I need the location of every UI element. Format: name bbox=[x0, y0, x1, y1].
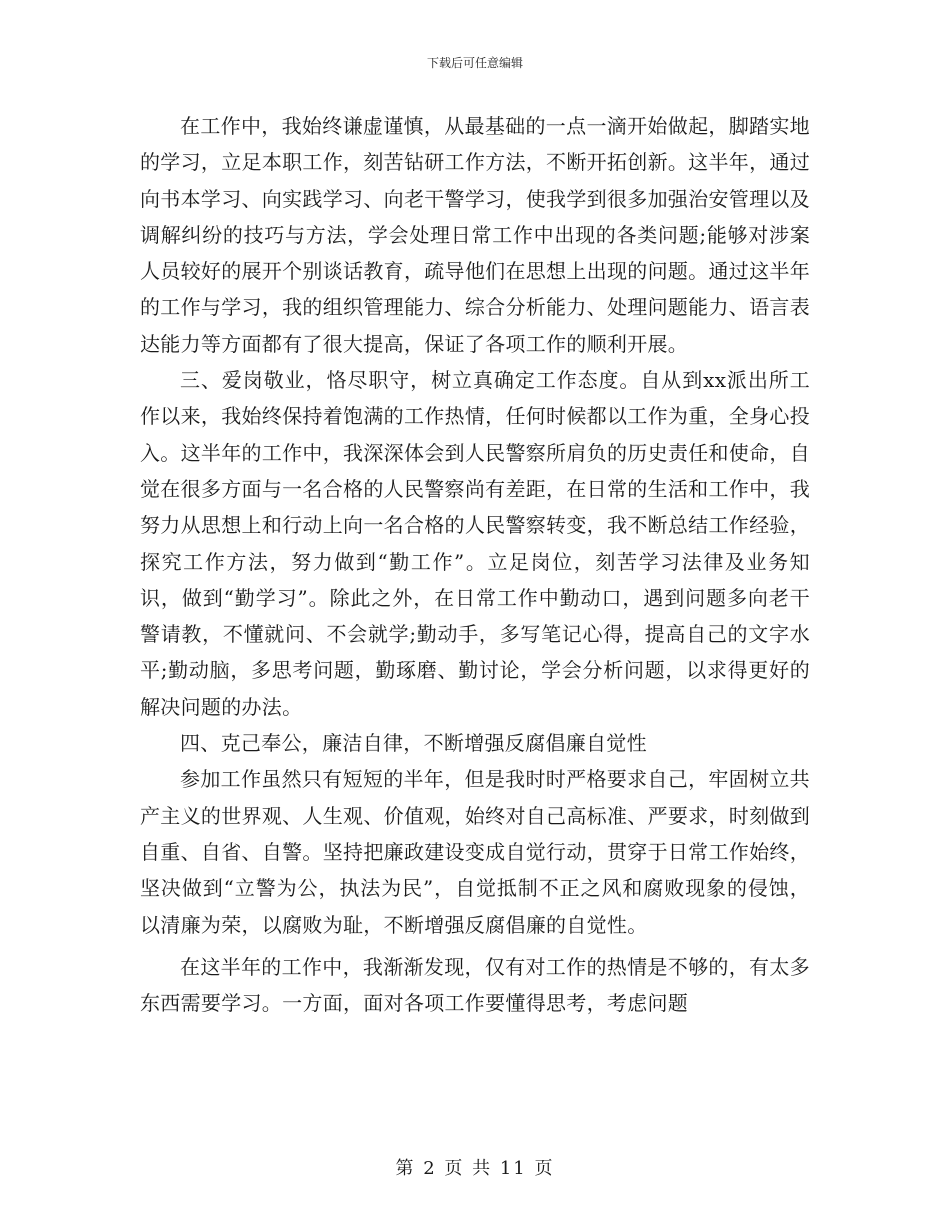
paragraph-section-three: 三、爱岗敬业，恪尽职守，树立真确定工作态度。自从到xx派出所工作以来，我始终保持着饱满的工作热情，任何时候都以工作为重，全身心投入。这半年的工作中，我深深体会到人民警察所肩负的历史责任和使命，自觉在很多方面与一名合格的人民警察尚有差距，在日常的生活和工作中，我努力从思想上和行动上向一名合格的人民警察转变，我不断总结工作经验，探究工作方法，努力做到“勤工作”。立足岗位，刻苦学习法律及业务知识，做到“勤学习”。除此之外，在日常工作中勤动口，遇到问题多向老干警请教，不懂就问、不会就学;勤动手，多写笔记心得，提高自己的文字水平;勤动脑，多思考问题，勤琢磨、勤讨论，学会分析问题，以求得更好的解决问题的办法。 bbox=[140, 368, 810, 719]
paragraph-integrity: 参加工作虽然只有短短的半年，但是我时时严格要求自己，牢固树立共产主义的世界观、人生观、价值观，始终对自己高标准、严要求，时刻做到自重、自省、自警。坚持把廉政建设变成自觉行动，贯穿于日常工作始终，坚决做到“立警为公，执法为民”，自觉抵制不正之风和腐败现象的侵蚀，以清廉为荣，以腐败为耻，不断增强反腐倡廉的自觉性。 bbox=[140, 767, 810, 937]
section-four-heading: 四、克己奉公，廉洁自律，不断增强反腐倡廉自觉性 bbox=[180, 731, 647, 756]
document-body bbox=[140, 108, 810, 1021]
paragraph-work-attitude: 在工作中，我始终谦虚谨慎，从最基础的一点一滴开始做起，脚踏实地的学习，立足本职工作，刻苦钻研工作方法，不断开拓创新。这半年，通过向书本学习、向实践学习、向老干警学习，使我学到很多加强治安管理以及调解纠纷的技巧与方法，学会处理日常工作中出现的各类问题;能够对涉案人员较好的展开个别谈话教育，疏导他们在思想上出现的问题。通过这半年的工作与学习，我的组织管理能力、综合分析能力、处理问题能力、语言表达能力等方面都有了很大提高，保证了各项工作的顺利开展。 bbox=[140, 114, 810, 356]
paragraph-reflection: 在这半年的工作中，我渐渐发现，仅有对工作的热情是不够的，有太多东西需要学习。一方面，面对各项工作要懂得思考，考虑问题 bbox=[140, 954, 810, 1016]
page-header-note: 下载后可任意编辑 bbox=[426, 56, 523, 70]
page-number: 第 2 页 共 11 页 bbox=[395, 1158, 555, 1179]
